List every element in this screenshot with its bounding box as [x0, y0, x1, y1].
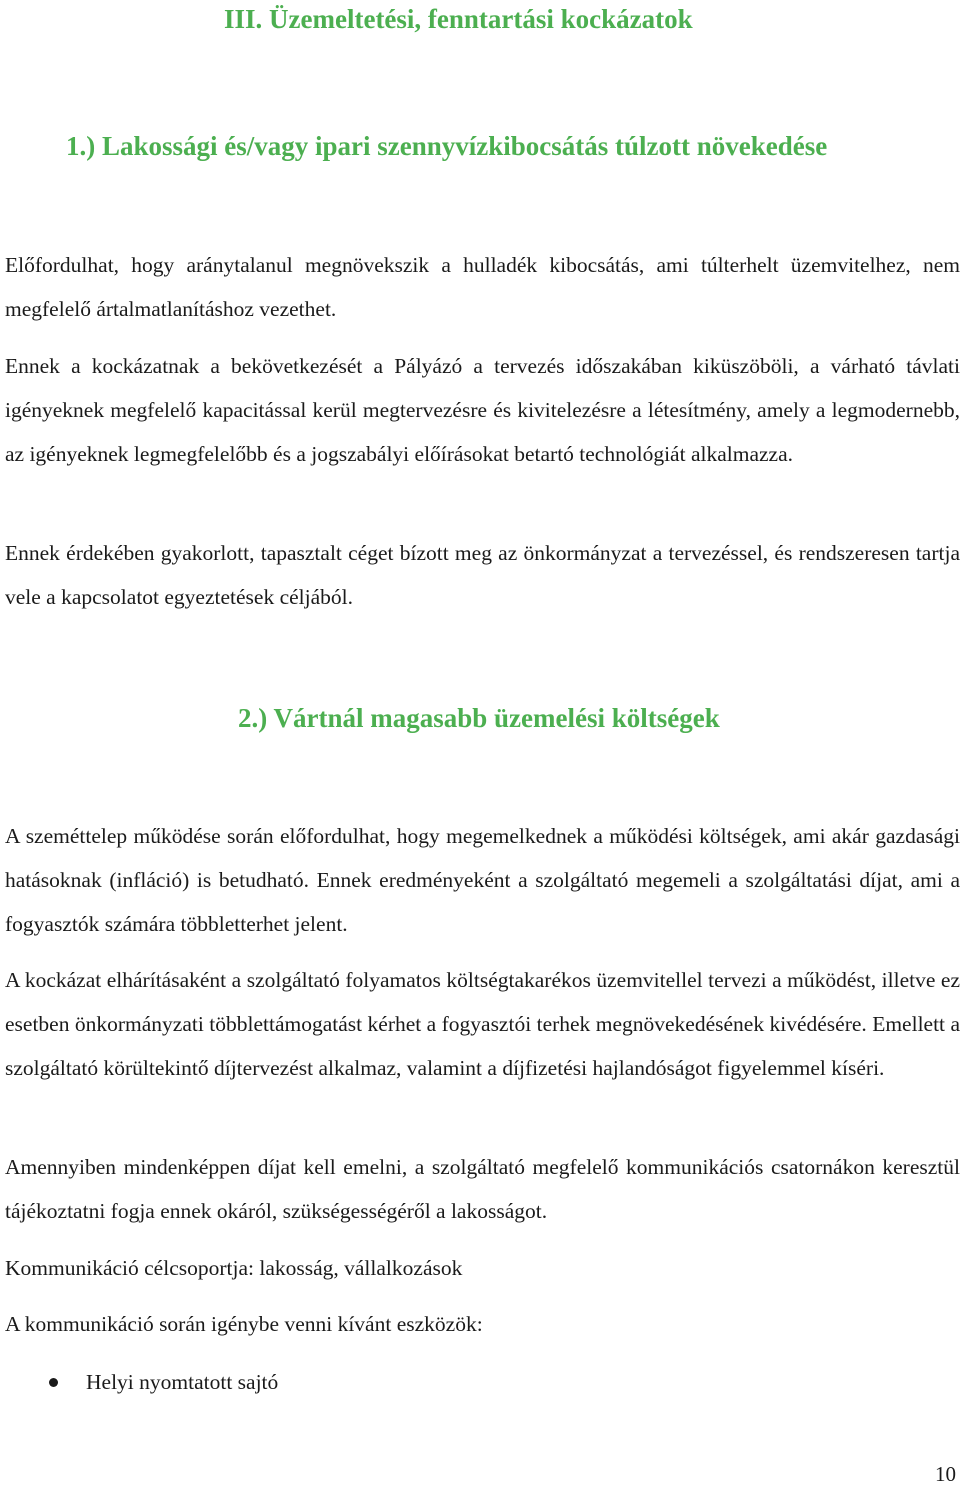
- paragraph: Ennek érdekében gyakorlott, tapasztalt céget bízott meg az önkormányzat a tervezéssel, és rendszeresen tartja vele a kapcsolatot egyeztetések céljából.: [5, 541, 960, 609]
- paragraph: Ennek a kockázatnak a bekövetkezését a Pályázó a tervezés időszakában kiküszöböli, a várható távlati igényeknek megfelelő kapacitással kerül megtervezésre és kivitelezésre a létesítmény, amely a legmodernebb, az igényeknek legmegfelelőbb és a jogszabályi előírásokat betartó technológiát alkalmazza.: [5, 354, 960, 466]
- paragraph: Előfordulhat, hogy aránytalanul megnövekszik a hulladék kibocsátás, ami túlterhelt üzemvitelhez, nem megfelelő ártalmatlanításhoz vezethet.: [5, 253, 960, 321]
- section-title: III. Üzemeltetési, fenntartási kockázatok: [224, 4, 693, 34]
- subsection-1-title: 1.) Lakossági és/vagy ipari szennyvízkibocsátás túlzott növekedése: [66, 131, 828, 161]
- bullet-list: [0, 1360, 278, 1404]
- list-item-text: Helyi nyomtatott sajtó: [86, 1370, 279, 1394]
- subsection-2-title: 2.) Vártnál magasabb üzemelési költségek: [238, 703, 720, 733]
- page-number: 10: [935, 1462, 956, 1486]
- paragraph: Kommunikáció célcsoportja: lakosság, vállalkozások: [5, 1256, 463, 1280]
- paragraph: A kommunikáció során igénybe venni kívánt eszközök:: [5, 1312, 483, 1336]
- bullet-icon: [49, 1378, 58, 1387]
- list-item: [0, 1360, 278, 1404]
- paragraph: A szeméttelep működése során előfordulhat, hogy megemelkednek a működési költségek, ami akár gazdasági hatásoknak (infláció) is betudható. Ennek eredményeként a szolgáltató megemeli a szolgáltatási díjat, ami a fogyasztók számára többletterhet jelent.: [5, 824, 960, 936]
- paragraph: A kockázat elhárításaként a szolgáltató folyamatos költségtakarékos üzemvitellel tervezi a működést, illetve ez esetben önkormányzati többlettámogatást kérhet a fogyasztói terhek megnövekedésének kivédésére. Emellett a szolgáltató körültekintő díjtervezést alkalmaz, valamint a díjfizetési hajlandóságot figyelemmel kíséri.: [5, 968, 960, 1080]
- paragraph: Amennyiben mindenképpen díjat kell emelni, a szolgáltató megfelelő kommunikációs csatornákon keresztül tájékoztatni fogja ennek okáról, szükségességéről a lakosságot.: [5, 1155, 960, 1223]
